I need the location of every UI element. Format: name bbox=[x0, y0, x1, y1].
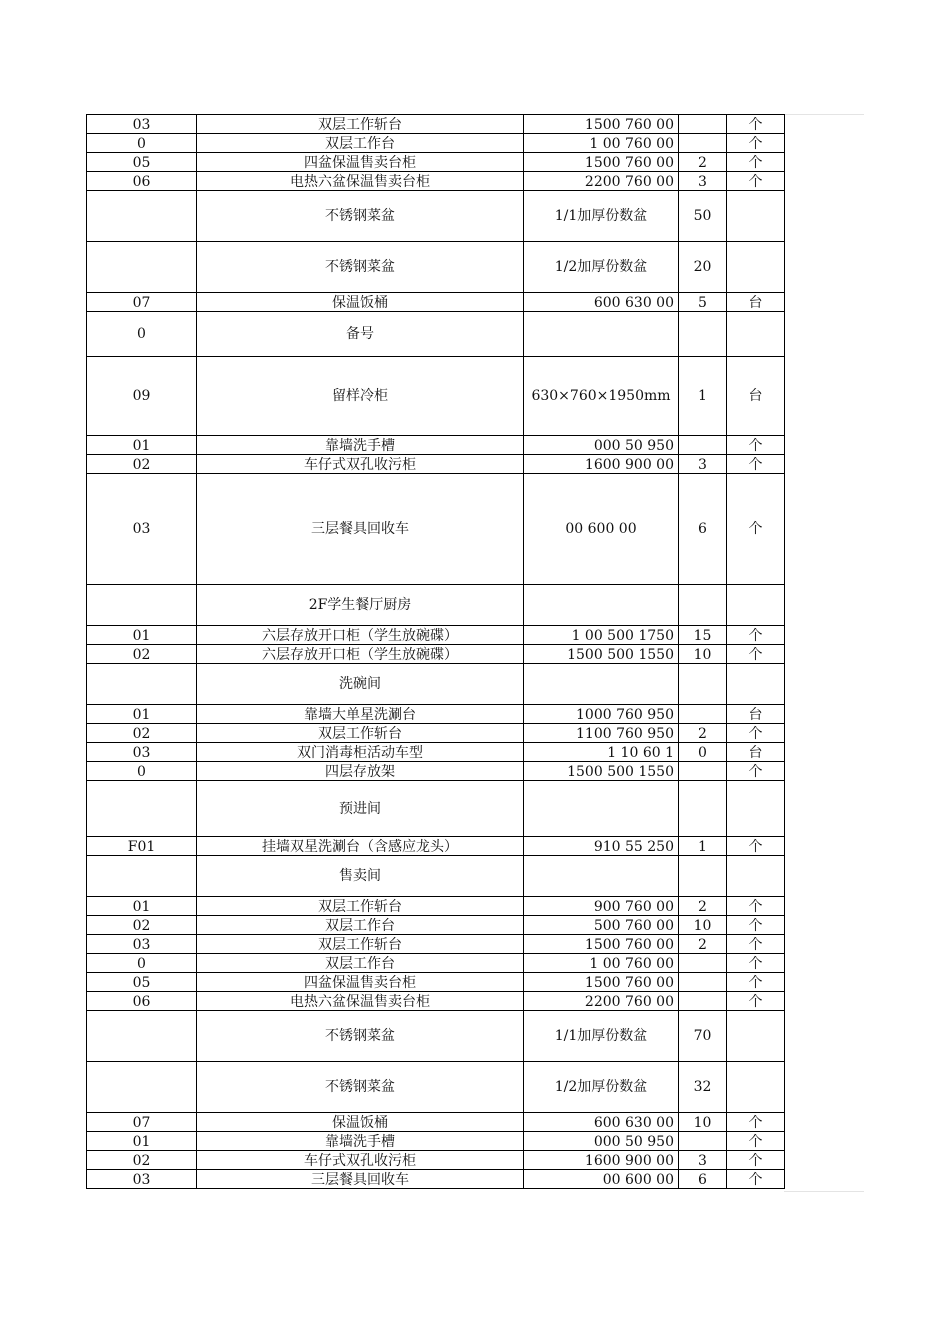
item-unit-cell bbox=[727, 242, 785, 293]
table-row bbox=[87, 626, 785, 645]
item-spec-cell: 600 630 00 bbox=[524, 1113, 679, 1132]
item-name-cell: 不锈钢菜盆 bbox=[197, 191, 524, 242]
item-name-cell: 挂墙双星洗涮台（含感应龙头） bbox=[197, 837, 524, 856]
item-unit-cell: 个 bbox=[727, 935, 785, 954]
item-number-cell bbox=[87, 585, 197, 626]
item-number-cell bbox=[87, 781, 197, 837]
item-number-cell: 03 bbox=[87, 743, 197, 762]
item-number-cell bbox=[87, 856, 197, 897]
item-quantity-cell: 3 bbox=[679, 455, 727, 474]
item-name-cell: 四盆保温售卖台柜 bbox=[197, 973, 524, 992]
table-row bbox=[87, 242, 785, 293]
item-unit-cell: 个 bbox=[727, 954, 785, 973]
item-quantity-cell: 70 bbox=[679, 1011, 727, 1062]
item-quantity-cell: 3 bbox=[679, 172, 727, 191]
item-quantity-cell: 15 bbox=[679, 626, 727, 645]
table-row bbox=[87, 954, 785, 973]
item-unit-cell: 个 bbox=[727, 645, 785, 664]
item-name-cell: 六层存放开口柜（学生放碗碟） bbox=[197, 645, 524, 664]
item-number-cell: 02 bbox=[87, 455, 197, 474]
item-name-cell: 保温饭桶 bbox=[197, 293, 524, 312]
table-row bbox=[87, 1062, 785, 1113]
item-number-cell: 0 bbox=[87, 762, 197, 781]
item-unit-cell: 个 bbox=[727, 1170, 785, 1189]
item-name-cell: 靠墙洗手槽 bbox=[197, 436, 524, 455]
item-spec-cell bbox=[524, 312, 679, 357]
table-row bbox=[87, 724, 785, 743]
sheet-gridline-top bbox=[784, 114, 864, 115]
item-unit-cell: 个 bbox=[727, 992, 785, 1011]
item-number-cell bbox=[87, 191, 197, 242]
table-row bbox=[87, 115, 785, 134]
table-row bbox=[87, 916, 785, 935]
item-number-cell: 02 bbox=[87, 724, 197, 743]
item-unit-cell bbox=[727, 191, 785, 242]
item-number-cell bbox=[87, 242, 197, 293]
item-unit-cell bbox=[727, 1062, 785, 1113]
item-name-cell: 双门消毒柜活动车型 bbox=[197, 743, 524, 762]
item-unit-cell: 个 bbox=[727, 1151, 785, 1170]
item-spec-cell: 1600 900 00 bbox=[524, 455, 679, 474]
table-row bbox=[87, 1151, 785, 1170]
item-number-cell: 01 bbox=[87, 626, 197, 645]
item-spec-cell: 900 760 00 bbox=[524, 897, 679, 916]
item-spec-cell: 1600 900 00 bbox=[524, 1151, 679, 1170]
item-spec-cell: 500 760 00 bbox=[524, 916, 679, 935]
item-spec-cell: 1500 760 00 bbox=[524, 973, 679, 992]
item-spec-cell bbox=[524, 856, 679, 897]
item-name-cell: 双层工作斩台 bbox=[197, 115, 524, 134]
item-unit-cell: 个 bbox=[727, 153, 785, 172]
item-number-cell bbox=[87, 1062, 197, 1113]
item-spec-cell: 2200 760 00 bbox=[524, 992, 679, 1011]
table-row bbox=[87, 664, 785, 705]
item-spec-cell: 00 600 00 bbox=[524, 1170, 679, 1189]
item-name-cell: 备号 bbox=[197, 312, 524, 357]
item-spec-cell: 1 00 760 00 bbox=[524, 134, 679, 153]
item-quantity-cell: 1 bbox=[679, 357, 727, 436]
table-row bbox=[87, 992, 785, 1011]
item-name-cell: 电热六盆保温售卖台柜 bbox=[197, 992, 524, 1011]
item-name-cell: 售卖间 bbox=[197, 856, 524, 897]
item-spec-cell bbox=[524, 585, 679, 626]
item-spec-cell bbox=[524, 664, 679, 705]
table-row bbox=[87, 312, 785, 357]
item-quantity-cell: 20 bbox=[679, 242, 727, 293]
table-row bbox=[87, 897, 785, 916]
table-row bbox=[87, 357, 785, 436]
item-number-cell: 03 bbox=[87, 115, 197, 134]
table-row bbox=[87, 153, 785, 172]
item-quantity-cell bbox=[679, 585, 727, 626]
item-quantity-cell: 2 bbox=[679, 724, 727, 743]
item-quantity-cell bbox=[679, 973, 727, 992]
item-name-cell: 不锈钢菜盆 bbox=[197, 1062, 524, 1113]
item-number-cell: 0 bbox=[87, 954, 197, 973]
item-name-cell: 预进间 bbox=[197, 781, 524, 837]
item-quantity-cell: 0 bbox=[679, 743, 727, 762]
item-quantity-cell: 3 bbox=[679, 1151, 727, 1170]
sheet-gridline-bottom bbox=[784, 1191, 864, 1192]
item-spec-cell: 1/1加厚份数盆 bbox=[524, 191, 679, 242]
item-spec-cell: 1100 760 950 bbox=[524, 724, 679, 743]
item-spec-cell: 1 00 760 00 bbox=[524, 954, 679, 973]
item-name-cell: 双层工作台 bbox=[197, 954, 524, 973]
item-quantity-cell bbox=[679, 992, 727, 1011]
item-unit-cell bbox=[727, 312, 785, 357]
table-row bbox=[87, 1170, 785, 1189]
item-number-cell: 0 bbox=[87, 312, 197, 357]
table-row bbox=[87, 973, 785, 992]
item-quantity-cell: 10 bbox=[679, 645, 727, 664]
table-row bbox=[87, 585, 785, 626]
item-number-cell: 06 bbox=[87, 172, 197, 191]
item-name-cell: 双层工作斩台 bbox=[197, 935, 524, 954]
table-row bbox=[87, 781, 785, 837]
item-spec-cell: 600 630 00 bbox=[524, 293, 679, 312]
table-row bbox=[87, 474, 785, 585]
item-spec-cell: 00 600 00 bbox=[524, 474, 679, 585]
item-quantity-cell: 6 bbox=[679, 1170, 727, 1189]
item-quantity-cell: 2 bbox=[679, 897, 727, 916]
item-number-cell: 0 bbox=[87, 134, 197, 153]
item-number-cell: 02 bbox=[87, 645, 197, 664]
table-row bbox=[87, 436, 785, 455]
item-quantity-cell: 5 bbox=[679, 293, 727, 312]
item-name-cell: 三层餐具回收车 bbox=[197, 474, 524, 585]
item-spec-cell: 1 00 500 1750 bbox=[524, 626, 679, 645]
item-name-cell: 双层工作台 bbox=[197, 134, 524, 153]
item-spec-cell: 1000 760 950 bbox=[524, 705, 679, 724]
item-spec-cell: 1/1加厚份数盆 bbox=[524, 1011, 679, 1062]
item-spec-cell: 1500 500 1550 bbox=[524, 762, 679, 781]
item-unit-cell: 台 bbox=[727, 743, 785, 762]
item-unit-cell: 个 bbox=[727, 1132, 785, 1151]
table-row bbox=[87, 134, 785, 153]
item-name-cell: 电热六盆保温售卖台柜 bbox=[197, 172, 524, 191]
item-unit-cell: 个 bbox=[727, 115, 785, 134]
item-number-cell: 02 bbox=[87, 1151, 197, 1170]
item-number-cell: 01 bbox=[87, 436, 197, 455]
item-unit-cell bbox=[727, 856, 785, 897]
table-row bbox=[87, 172, 785, 191]
item-name-cell: 不锈钢菜盆 bbox=[197, 1011, 524, 1062]
item-quantity-cell: 32 bbox=[679, 1062, 727, 1113]
item-number-cell: 05 bbox=[87, 973, 197, 992]
item-unit-cell: 台 bbox=[727, 293, 785, 312]
table-row bbox=[87, 705, 785, 724]
equipment-table-body bbox=[87, 115, 785, 1189]
item-unit-cell: 个 bbox=[727, 626, 785, 645]
item-spec-cell: 1500 760 00 bbox=[524, 935, 679, 954]
item-spec-cell: 1500 760 00 bbox=[524, 153, 679, 172]
table-row bbox=[87, 837, 785, 856]
table-row bbox=[87, 1113, 785, 1132]
item-quantity-cell bbox=[679, 762, 727, 781]
item-number-cell bbox=[87, 664, 197, 705]
item-spec-cell: 630×760×1950mm bbox=[524, 357, 679, 436]
item-quantity-cell: 1 bbox=[679, 837, 727, 856]
table-row bbox=[87, 856, 785, 897]
item-name-cell: 2F学生餐厅厨房 bbox=[197, 585, 524, 626]
item-number-cell: 02 bbox=[87, 916, 197, 935]
item-number-cell: F01 bbox=[87, 837, 197, 856]
item-unit-cell: 个 bbox=[727, 916, 785, 935]
item-spec-cell: 1/2加厚份数盆 bbox=[524, 242, 679, 293]
item-quantity-cell: 10 bbox=[679, 916, 727, 935]
table-row bbox=[87, 743, 785, 762]
item-name-cell: 双层工作台 bbox=[197, 916, 524, 935]
item-spec-cell: 1500 500 1550 bbox=[524, 645, 679, 664]
table-row bbox=[87, 455, 785, 474]
item-quantity-cell bbox=[679, 312, 727, 357]
item-quantity-cell: 2 bbox=[679, 153, 727, 172]
item-spec-cell: 1500 760 00 bbox=[524, 115, 679, 134]
item-spec-cell: 2200 760 00 bbox=[524, 172, 679, 191]
item-quantity-cell bbox=[679, 781, 727, 837]
item-number-cell: 01 bbox=[87, 705, 197, 724]
item-unit-cell: 个 bbox=[727, 455, 785, 474]
item-unit-cell bbox=[727, 781, 785, 837]
item-name-cell: 留样冷柜 bbox=[197, 357, 524, 436]
item-spec-cell: 1 10 60 1 bbox=[524, 743, 679, 762]
item-quantity-cell bbox=[679, 1132, 727, 1151]
item-unit-cell: 台 bbox=[727, 705, 785, 724]
item-quantity-cell bbox=[679, 856, 727, 897]
item-unit-cell: 个 bbox=[727, 172, 785, 191]
table-row bbox=[87, 293, 785, 312]
item-quantity-cell bbox=[679, 664, 727, 705]
item-quantity-cell bbox=[679, 705, 727, 724]
item-number-cell bbox=[87, 1011, 197, 1062]
item-spec-cell: 910 55 250 bbox=[524, 837, 679, 856]
item-spec-cell bbox=[524, 781, 679, 837]
item-spec-cell: 000 50 950 bbox=[524, 436, 679, 455]
item-quantity-cell bbox=[679, 436, 727, 455]
item-number-cell: 01 bbox=[87, 897, 197, 916]
item-number-cell: 03 bbox=[87, 935, 197, 954]
equipment-table bbox=[86, 114, 785, 1189]
item-unit-cell: 个 bbox=[727, 474, 785, 585]
item-quantity-cell: 6 bbox=[679, 474, 727, 585]
table-row bbox=[87, 191, 785, 242]
item-name-cell: 四盆保温售卖台柜 bbox=[197, 153, 524, 172]
item-quantity-cell: 50 bbox=[679, 191, 727, 242]
table-row bbox=[87, 1132, 785, 1151]
item-name-cell: 双层工作斩台 bbox=[197, 724, 524, 743]
item-name-cell: 洗碗间 bbox=[197, 664, 524, 705]
item-unit-cell bbox=[727, 585, 785, 626]
item-number-cell: 05 bbox=[87, 153, 197, 172]
item-name-cell: 保温饭桶 bbox=[197, 1113, 524, 1132]
item-name-cell: 不锈钢菜盆 bbox=[197, 242, 524, 293]
item-unit-cell: 个 bbox=[727, 837, 785, 856]
item-number-cell: 09 bbox=[87, 357, 197, 436]
item-unit-cell: 个 bbox=[727, 436, 785, 455]
item-number-cell: 06 bbox=[87, 992, 197, 1011]
item-quantity-cell bbox=[679, 115, 727, 134]
table-row bbox=[87, 1011, 785, 1062]
item-unit-cell: 个 bbox=[727, 762, 785, 781]
item-quantity-cell bbox=[679, 134, 727, 153]
item-name-cell: 靠墙大单星洗涮台 bbox=[197, 705, 524, 724]
item-number-cell: 07 bbox=[87, 293, 197, 312]
item-unit-cell: 个 bbox=[727, 134, 785, 153]
item-unit-cell: 个 bbox=[727, 897, 785, 916]
item-name-cell: 三层餐具回收车 bbox=[197, 1170, 524, 1189]
table-row bbox=[87, 645, 785, 664]
item-unit-cell: 个 bbox=[727, 1113, 785, 1132]
item-number-cell: 03 bbox=[87, 1170, 197, 1189]
item-unit-cell: 个 bbox=[727, 973, 785, 992]
item-name-cell: 靠墙洗手槽 bbox=[197, 1132, 524, 1151]
item-name-cell: 车仔式双孔收污柜 bbox=[197, 455, 524, 474]
item-unit-cell: 个 bbox=[727, 724, 785, 743]
item-number-cell: 07 bbox=[87, 1113, 197, 1132]
item-name-cell: 车仔式双孔收污柜 bbox=[197, 1151, 524, 1170]
table-row bbox=[87, 762, 785, 781]
item-quantity-cell: 2 bbox=[679, 935, 727, 954]
item-spec-cell: 1/2加厚份数盆 bbox=[524, 1062, 679, 1113]
item-quantity-cell: 10 bbox=[679, 1113, 727, 1132]
item-unit-cell bbox=[727, 664, 785, 705]
item-name-cell: 六层存放开口柜（学生放碗碟） bbox=[197, 626, 524, 645]
item-unit-cell bbox=[727, 1011, 785, 1062]
item-unit-cell: 台 bbox=[727, 357, 785, 436]
item-name-cell: 四层存放架 bbox=[197, 762, 524, 781]
item-name-cell: 双层工作斩台 bbox=[197, 897, 524, 916]
item-number-cell: 03 bbox=[87, 474, 197, 585]
item-spec-cell: 000 50 950 bbox=[524, 1132, 679, 1151]
item-number-cell: 01 bbox=[87, 1132, 197, 1151]
item-quantity-cell bbox=[679, 954, 727, 973]
table-row bbox=[87, 935, 785, 954]
